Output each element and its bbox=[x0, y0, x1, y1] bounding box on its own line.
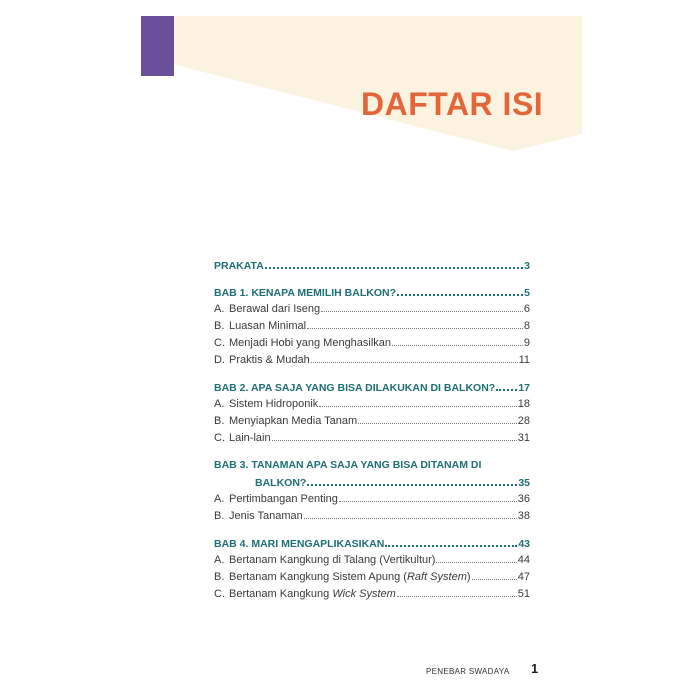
toc-prakata[interactable] bbox=[214, 257, 530, 274]
toc-item-page: 36 bbox=[517, 493, 530, 505]
leader-dots bbox=[397, 284, 523, 296]
toc-item-page: 8 bbox=[523, 320, 530, 332]
leader-dots bbox=[496, 379, 517, 391]
toc-item[interactable] bbox=[214, 552, 530, 569]
toc-item-letter: A. bbox=[214, 398, 225, 410]
leader-dots bbox=[392, 335, 523, 346]
toc-bab-2-label: BAB 2. APA SAJA YANG BISA DILAKUKAN DI BALKON? bbox=[214, 382, 496, 394]
toc-item-label: Menjadi Hobi yang Menghasilkan bbox=[229, 337, 392, 349]
toc-item-page: 44 bbox=[517, 554, 530, 566]
toc-bab-2-page: 17 bbox=[518, 382, 530, 394]
toc-bab-4-page: 43 bbox=[518, 538, 530, 550]
leader-dots bbox=[307, 318, 523, 329]
toc-item-letter: A. bbox=[214, 493, 225, 505]
footer-publisher: PENEBAR SWADAYA bbox=[426, 667, 510, 676]
toc-item[interactable] bbox=[214, 491, 530, 508]
toc-item-label: Lain-lain bbox=[229, 432, 271, 444]
toc-item[interactable] bbox=[214, 586, 530, 603]
toc-item-letter: B. bbox=[214, 510, 225, 522]
leader-dots bbox=[319, 396, 516, 407]
toc-item-page: 51 bbox=[517, 588, 530, 600]
toc-bab-2[interactable] bbox=[214, 379, 530, 396]
toc-item-label-italic: Raft System bbox=[406, 571, 467, 583]
footer-page-number: 1 bbox=[531, 661, 539, 676]
leader-dots bbox=[385, 535, 517, 547]
cream-banner bbox=[141, 16, 582, 151]
toc-item-letter: C. bbox=[214, 588, 225, 600]
toc-bab-1[interactable] bbox=[214, 284, 530, 301]
header-shape bbox=[141, 16, 582, 151]
toc-item-label: Luasan Minimal bbox=[229, 320, 307, 332]
toc-bab-3-continued[interactable] bbox=[214, 474, 530, 491]
header-band bbox=[141, 16, 582, 151]
table-of-contents bbox=[214, 257, 530, 603]
leader-dots bbox=[307, 474, 517, 486]
toc-bab-1-label: BAB 1. KENAPA MEMILIH BALKON? bbox=[214, 287, 396, 299]
leader-dots bbox=[436, 552, 516, 563]
toc-item[interactable] bbox=[214, 396, 530, 413]
toc-item[interactable] bbox=[214, 413, 530, 430]
toc-prakata-page: 3 bbox=[524, 260, 530, 272]
toc-item[interactable] bbox=[214, 301, 530, 318]
book-page bbox=[141, 16, 582, 684]
page-title: DAFTAR ISI bbox=[361, 86, 544, 122]
purple-tab bbox=[141, 16, 174, 76]
toc-item[interactable] bbox=[214, 335, 530, 352]
toc-item-page: 28 bbox=[517, 415, 530, 427]
leader-dots bbox=[265, 257, 523, 269]
toc-item-label: Berawal dari Iseng bbox=[229, 303, 321, 315]
leader-dots bbox=[272, 430, 517, 441]
toc-item-page: 47 bbox=[517, 571, 530, 583]
leader-dots bbox=[472, 569, 517, 580]
leader-dots bbox=[311, 352, 518, 363]
toc-item-letter: C. bbox=[214, 337, 225, 349]
leader-dots bbox=[358, 413, 517, 424]
toc-prakata-label: PRAKATA bbox=[214, 260, 264, 272]
toc-item-letter: B. bbox=[214, 415, 225, 427]
toc-item-letter: C. bbox=[214, 432, 225, 444]
toc-item[interactable] bbox=[214, 569, 530, 586]
toc-item[interactable] bbox=[214, 352, 530, 369]
toc-item-letter: A. bbox=[214, 303, 225, 315]
toc-item-label: Jenis Tanaman bbox=[229, 510, 303, 522]
toc-item-label-pre: Bertanam Kangkung bbox=[229, 588, 333, 600]
toc-item[interactable] bbox=[214, 318, 530, 335]
toc-item-label-pre: Bertanam Kangkung Sistem Apung ( bbox=[229, 571, 407, 583]
toc-bab-3-page: 35 bbox=[518, 477, 530, 489]
toc-item-letter: D. bbox=[214, 354, 225, 366]
toc-item-page: 18 bbox=[517, 398, 530, 410]
leader-dots bbox=[321, 301, 523, 312]
toc-bab-3[interactable] bbox=[214, 457, 530, 474]
toc-item-label: Sistem Hidroponik bbox=[229, 398, 319, 410]
toc-item[interactable] bbox=[214, 430, 530, 447]
toc-item-label: Menyiapkan Media Tanam bbox=[229, 415, 358, 427]
toc-bab-3-label: BAB 3. TANAMAN APA SAJA YANG BISA DITANAM DI bbox=[214, 459, 482, 471]
leader-dots bbox=[304, 508, 517, 519]
toc-bab-1-page: 5 bbox=[524, 287, 530, 299]
toc-item-label: Pertimbangan Penting bbox=[229, 493, 338, 505]
toc-bab-4[interactable] bbox=[214, 535, 530, 552]
toc-item-page: 9 bbox=[523, 337, 530, 349]
toc-item-page: 31 bbox=[517, 432, 530, 444]
toc-item-letter: A. bbox=[214, 554, 225, 566]
leader-dots bbox=[339, 491, 517, 502]
toc-bab-4-label: BAB 4. MARI MENGAPLIKASIKAN bbox=[214, 538, 385, 550]
toc-item-page: 6 bbox=[523, 303, 530, 315]
toc-item-page: 11 bbox=[518, 354, 530, 366]
toc-item[interactable] bbox=[214, 508, 530, 525]
toc-bab-3-label-2: BALKON? bbox=[255, 477, 307, 489]
toc-item-label-italic: Wick System bbox=[332, 588, 396, 600]
leader-dots bbox=[397, 586, 517, 597]
toc-item-letter: B. bbox=[214, 571, 225, 583]
toc-item-page: 38 bbox=[517, 510, 530, 522]
toc-item-label: Bertanam Kangkung di Talang (Vertikultur) bbox=[229, 554, 436, 566]
toc-item-label: Praktis & Mudah bbox=[229, 354, 310, 366]
toc-item-letter: B. bbox=[214, 320, 225, 332]
toc-item-label-post: ) bbox=[466, 571, 471, 583]
